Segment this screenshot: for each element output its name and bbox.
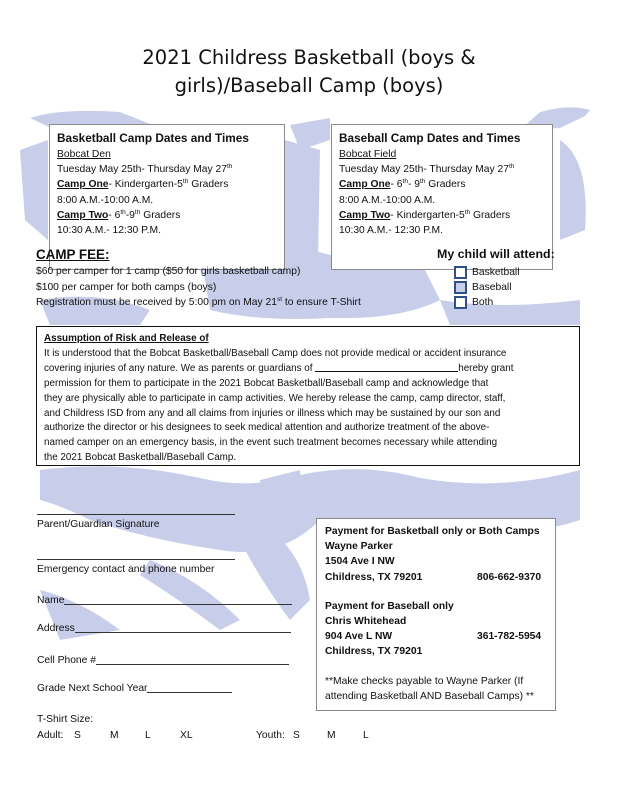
basketball-location: Bobcat Den [57,149,111,160]
youth-size-m[interactable]: M [327,729,336,741]
cell-phone-input-line[interactable] [96,654,289,665]
adult-label: Adult: [37,729,64,741]
basketball-checkbox[interactable] [454,266,467,279]
basketball-camp-two: Camp Two- 6th-9th Graders [57,208,181,221]
payment-base-address-row: 904 Ave L NW 361-782-5954 [325,629,547,644]
fee-line-2: $100 per camper for both camps (boys) [36,281,217,293]
payment-bb-address: 1504 Ave I NW [325,556,395,568]
payment-bb-city-row: Childress, TX 79201 806-662-9370 [325,570,547,585]
payment-base-header: Payment for Baseball only [325,600,454,612]
adult-size-xl[interactable]: XL [180,729,193,741]
camper-name-blank[interactable] [315,362,458,372]
release-line: the 2021 Bobcat Basketball/Baseball Camp. [44,452,237,464]
payment-note-line-1: **Make checks payable to Wayne Parker (If [325,675,524,687]
fee-line-3: Registration must be received by 5:00 pm on May 21st to ensure T-Shirt [36,296,361,308]
release-line: named camper on an emergency basis, in the event such treatment becomes necessary while attending [44,437,498,449]
release-line: authorize the director or his designees to seek medical attention and authorize treatment of the above- [44,422,490,434]
baseball-option-label: Baseball [472,282,512,293]
release-line: permission for them to participate in the 2021 Bobcat Basketball/Baseball camp and acknowledge that [44,377,489,389]
adult-size-l[interactable]: L [145,729,151,741]
emergency-contact-line[interactable] [37,559,235,560]
payment-base-city: Childress, TX 79201 [325,646,423,658]
fee-line-1: $60 per camper for 1 camp ($50 for girls basketball camp) [36,266,301,277]
payment-bb-header: Payment for Basketball only or Both Camps [325,526,540,537]
payment-base-name: Chris Whitehead [325,616,407,628]
basketball-camp-one-time: 8:00 A.M.-10:00 A.M. [57,194,154,206]
cell-phone-field[interactable]: Cell Phone # [37,654,289,667]
payment-bb-name: Wayne Parker [325,541,393,553]
page-title [0,44,618,100]
tshirt-size-options [37,728,597,744]
adult-size-m[interactable]: M [110,729,119,741]
baseball-camp-two: Camp Two- Kindergarten-5th Graders [339,208,511,221]
basketball-dates: Tuesday May 25th- Thursday May 27th [57,163,233,176]
address-field[interactable]: Address [37,622,291,635]
camp-fee-section [36,246,361,311]
release-line: covering injuries of any nature. We as parents or guardians of hereby grant [44,362,514,374]
release-line: they are physically able to participate in camp activities. We hereby release the camp, camp director, staff, [44,392,506,404]
baseball-checkbox[interactable] [454,281,467,294]
baseball-camp-two-time: 10:30 A.M.- 12:30 P.M. [339,225,443,237]
payment-base-phone: 361-782-5954 [477,631,542,643]
camp-fee-title: CAMP FEE: [36,247,110,262]
baseball-camp-one-time: 8:00 A.M.-10:00 A.M. [339,194,436,206]
baseball-dates: Tuesday May 25th- Thursday May 27th [339,163,515,176]
name-input-line[interactable] [64,594,292,605]
basketball-camp-two-time: 10:30 A.M.- 12:30 P.M. [57,225,161,237]
payment-bb-phone: 806-662-9370 [477,571,542,583]
option-both[interactable] [454,295,555,310]
youth-size-l[interactable]: L [363,729,369,741]
title-line-2: girls)/Baseball Camp (boys) [174,74,444,97]
basketball-camp-one: Camp One- Kindergarten-5th Graders [57,178,229,191]
release-line: and Childress ISD from any and all claims from injuries or illness which may be sustained by our son and [44,407,501,419]
attendance-title: My child will attend: [437,247,555,261]
grade-input-line[interactable] [147,682,232,693]
release-title: Assumption of Risk and Release of [44,333,209,344]
release-of-liability-box [36,326,580,466]
youth-size-s[interactable]: S [293,729,300,741]
release-line: It is understood that the Bobcat Basketball/Baseball Camp does not provide medical or accident insurance [44,347,507,359]
name-field[interactable]: Name [37,594,292,607]
baseball-box-header: Baseball Camp Dates and Times [339,131,521,145]
youth-label: Youth: [256,729,285,741]
parent-signature-line[interactable] [37,514,235,515]
payment-note-line-2: attending Basketball AND Baseball Camps) ** [325,690,534,702]
parent-signature-label: Parent/Guardian Signature [37,519,160,530]
title-line-1: 2021 Childress Basketball (boys & [142,46,476,69]
grade-field[interactable]: Grade Next School Year [37,682,232,695]
both-checkbox[interactable] [454,296,467,309]
adult-size-s[interactable]: S [74,729,81,741]
option-basketball[interactable] [454,265,555,280]
emergency-contact-label: Emergency contact and phone number [37,564,215,575]
tshirt-size-section [37,712,597,744]
basketball-box-header: Basketball Camp Dates and Times [57,131,249,145]
tshirt-size-title: T-Shirt Size: [37,714,94,725]
payment-info-box [316,518,556,711]
baseball-camp-one: Camp One- 6th- 9th Graders [339,178,466,191]
attendance-section [437,246,555,310]
baseball-location: Bobcat Field [339,149,397,160]
both-option-label: Both [472,297,494,308]
address-input-line[interactable] [75,622,291,633]
option-baseball[interactable] [454,280,555,295]
basketball-option-label: Basketball [472,267,520,278]
